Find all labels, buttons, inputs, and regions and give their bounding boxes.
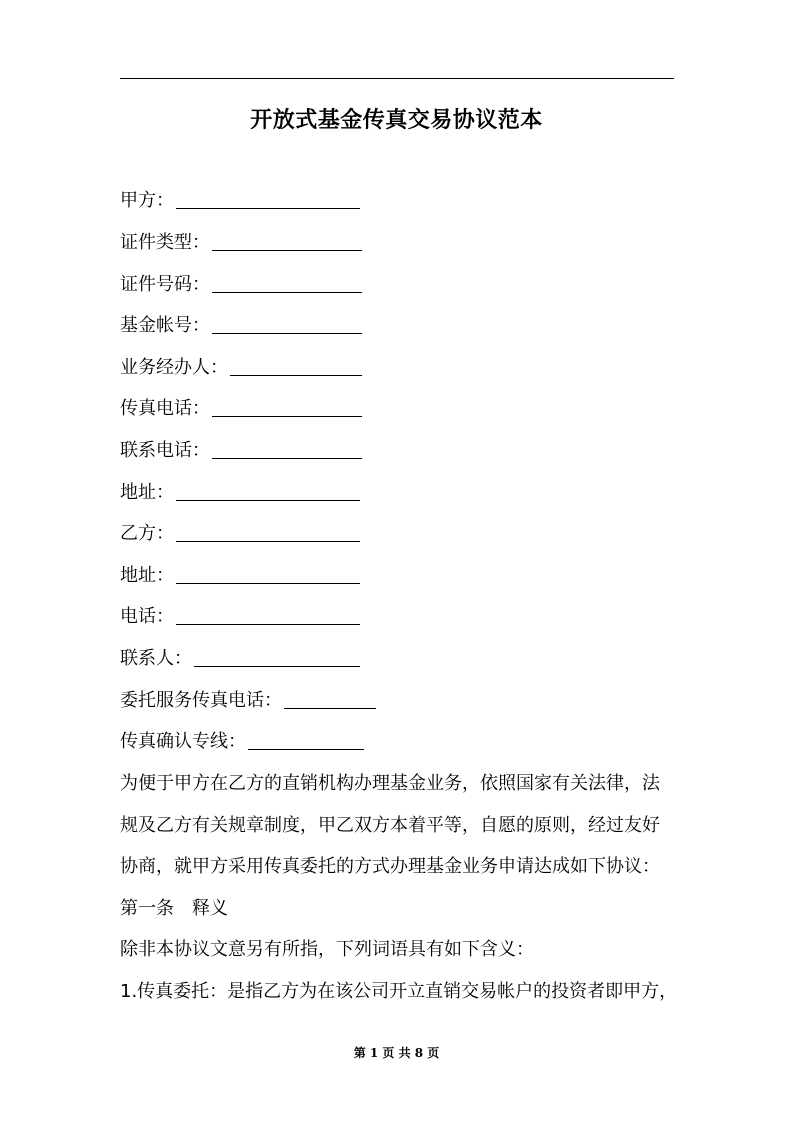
document-title: 开放式基金传真交易协议范本	[250, 108, 543, 133]
fill-blank[interactable]	[176, 606, 360, 625]
fill-blank[interactable]	[194, 648, 360, 667]
header-rule	[120, 78, 674, 79]
fill-blank[interactable]	[176, 523, 360, 542]
field-label: 地址：	[120, 565, 174, 586]
field-address-b	[120, 564, 360, 588]
fill-blank[interactable]	[176, 565, 360, 584]
fill-blank[interactable]	[212, 232, 362, 251]
paragraph-line: 为便于甲方在乙方的直销机构办理基金业务，依照国家有关法律，法	[120, 773, 660, 794]
fill-blank[interactable]	[284, 690, 376, 709]
field-label: 联系电话：	[120, 440, 210, 461]
field-party-b	[120, 522, 360, 546]
field-id-type	[120, 231, 362, 255]
field-fund-account	[120, 314, 362, 338]
field-confirm-line	[120, 730, 364, 754]
field-agent	[120, 356, 362, 380]
field-label: 传真确认专线：	[120, 731, 246, 752]
field-id-number	[120, 273, 362, 297]
field-contact-phone	[120, 439, 362, 463]
field-contact-person	[120, 647, 360, 671]
page-footer: 第 1 页 共 8 页	[353, 1046, 440, 1060]
field-label: 基金帐号：	[120, 315, 210, 336]
paragraph-line: 规及乙方有关规章制度，甲乙双方本着平等，自愿的原则，经过友好	[120, 815, 660, 836]
definition-item-1: 1.传真委托：是指乙方为在该公司开立直销交易帐户的投资者即甲方，	[120, 981, 678, 1002]
fill-blank[interactable]	[212, 398, 362, 417]
definition-intro: 除非本协议文意另有所指，下列词语具有如下含义：	[120, 939, 534, 960]
field-party-a	[120, 189, 360, 213]
field-phone-b	[120, 605, 360, 629]
field-fax	[120, 397, 362, 421]
fill-blank[interactable]	[212, 315, 362, 334]
field-address-a	[120, 481, 360, 505]
fill-blank[interactable]	[230, 357, 362, 376]
fill-blank[interactable]	[176, 482, 360, 501]
field-label: 电话：	[120, 606, 174, 627]
field-label: 甲方：	[120, 190, 174, 211]
field-label: 证件号码：	[120, 274, 210, 295]
field-label: 传真电话：	[120, 398, 210, 419]
field-service-fax	[120, 689, 376, 713]
field-label: 地址：	[120, 482, 174, 503]
fill-blank[interactable]	[248, 731, 364, 750]
fill-blank[interactable]	[212, 274, 362, 293]
field-label: 乙方：	[120, 523, 174, 544]
field-label: 业务经办人：	[120, 357, 228, 378]
paragraph-line: 协商，就甲方采用传真委托的方式办理基金业务申请达成如下协议：	[120, 856, 660, 877]
field-label: 委托服务传真电话：	[120, 690, 282, 711]
field-label: 证件类型：	[120, 232, 210, 253]
fill-blank[interactable]	[176, 190, 360, 209]
article-heading: 第一条 释义	[120, 898, 228, 919]
field-label: 联系人：	[120, 648, 192, 669]
fill-blank[interactable]	[212, 440, 362, 459]
